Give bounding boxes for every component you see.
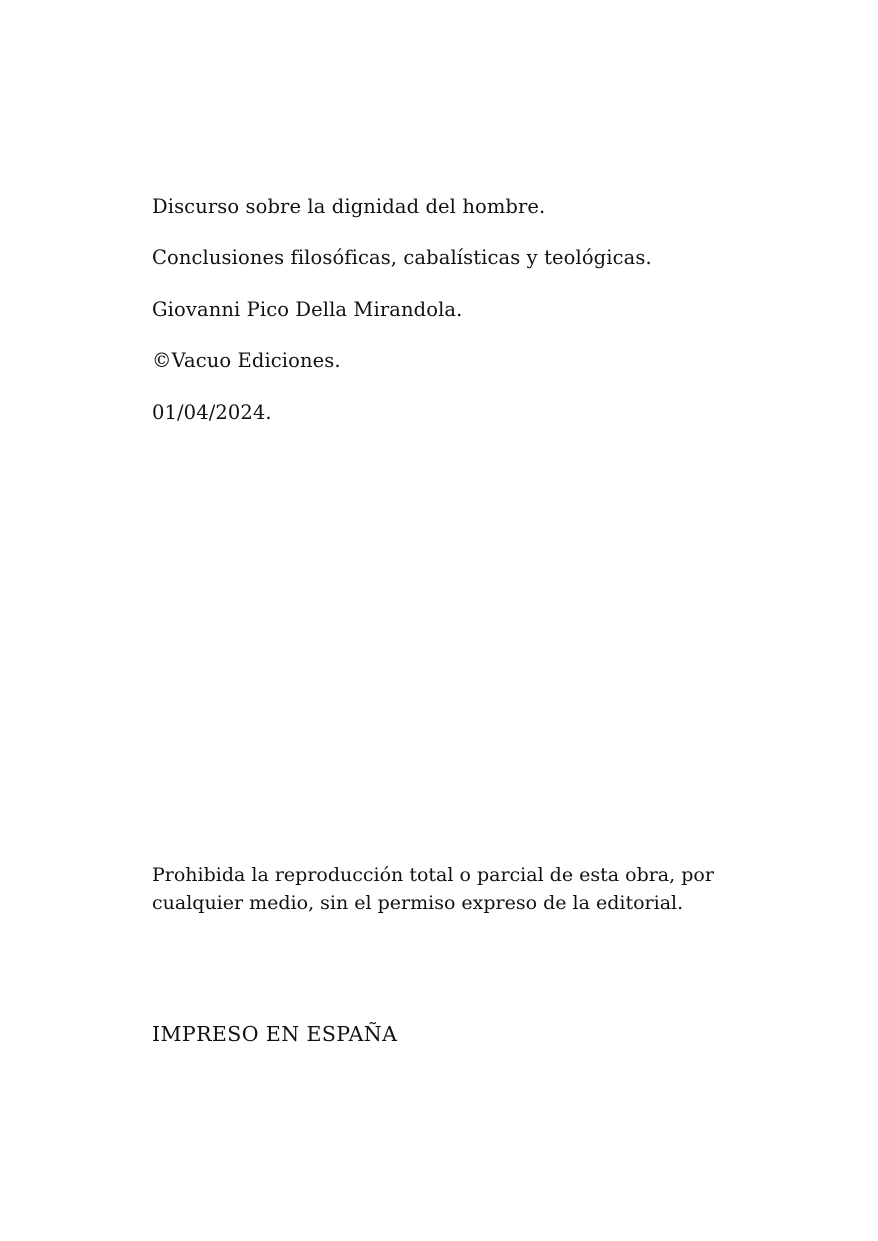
- publisher-copyright: ©Vacuo Ediciones.: [152, 349, 341, 373]
- credits-block: [152, 196, 732, 423]
- reproduction-notice: Prohibida la reproducción total o parcial de esta obra, por cualquier medio, sin el permiso expreso de la editorial.: [152, 864, 714, 914]
- printed-in-statement: IMPRESO EN ESPAÑA: [152, 1022, 398, 1046]
- work-subtitle: Conclusiones filosóficas, cabalísticas y teológicas.: [152, 246, 652, 270]
- work-title: Discurso sobre la dignidad del hombre.: [152, 195, 546, 218]
- author-name: Giovanni Pico Della Mirandola.: [152, 297, 463, 321]
- publication-date: 01/04/2024.: [152, 400, 272, 424]
